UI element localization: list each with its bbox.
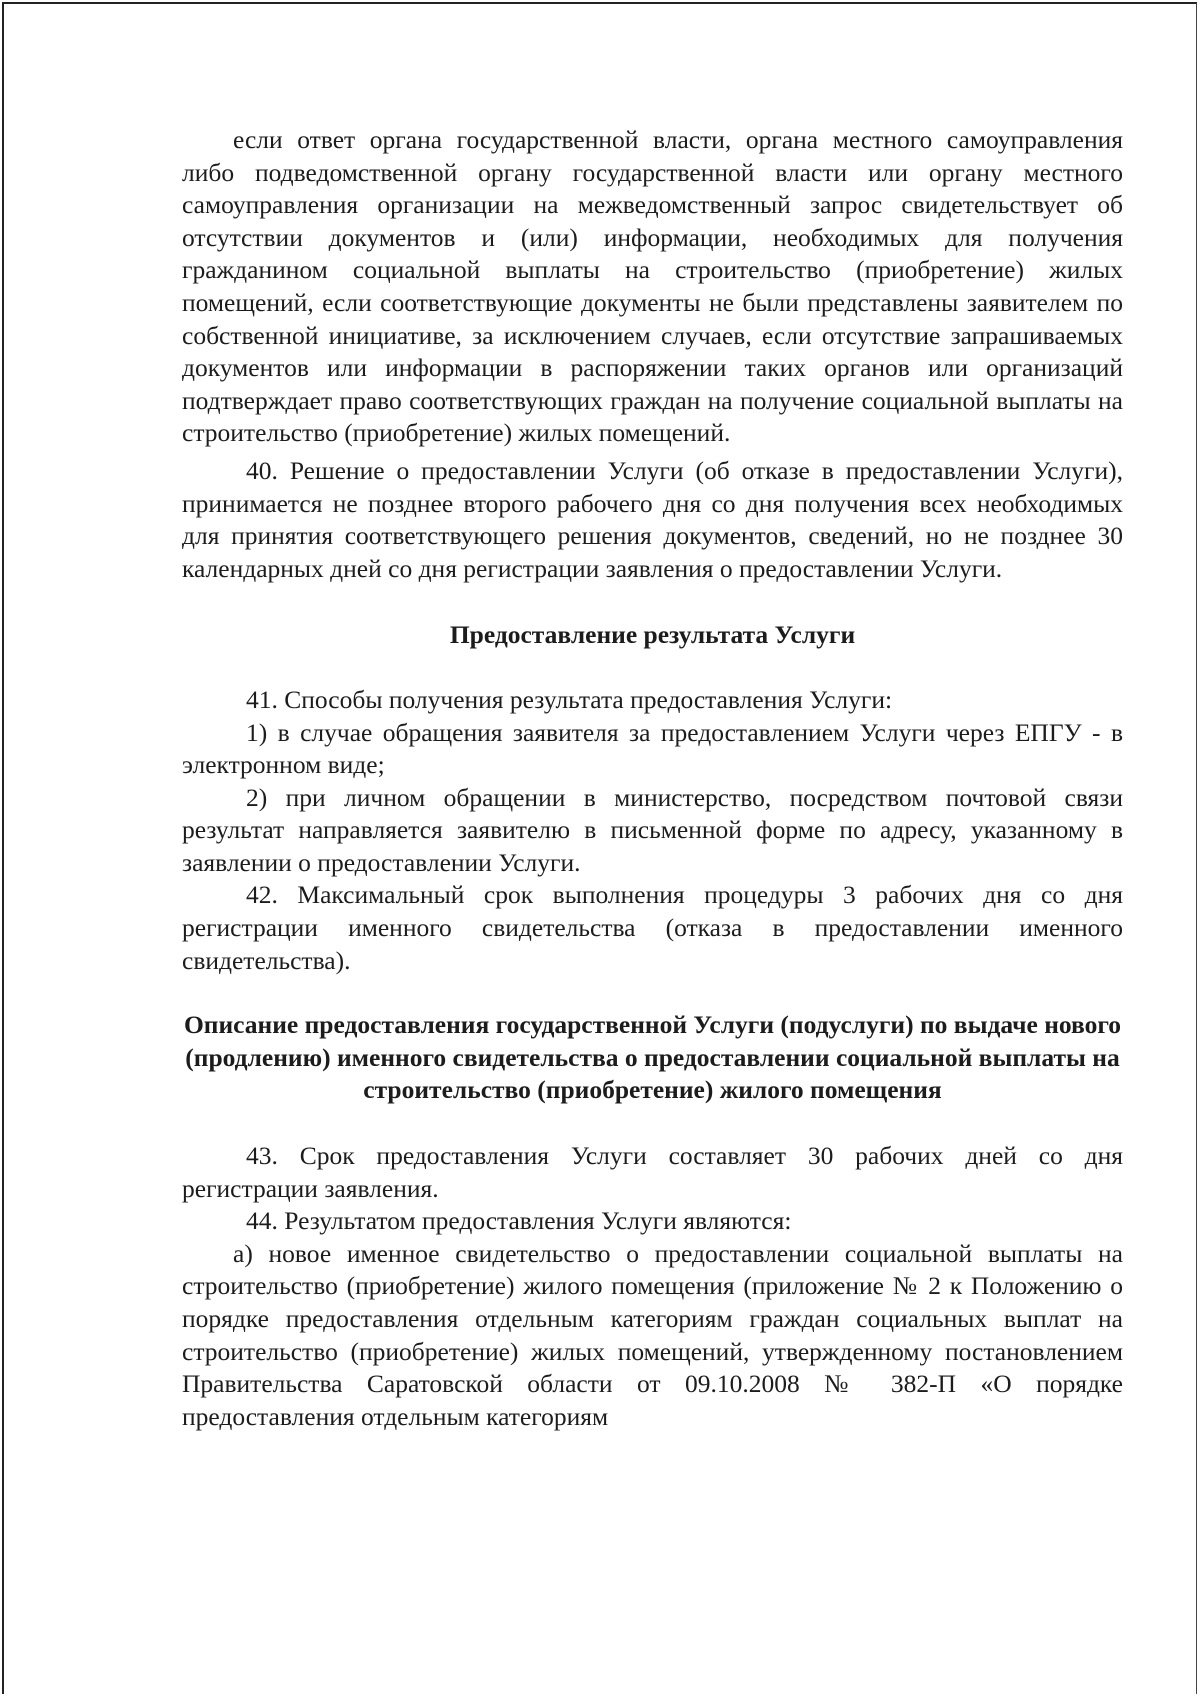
paragraph-40: 40. Решение о предоставлении Услуги (об отказе в предоставлении Услуги), принимается не позднее второго рабочего дня со дня получения всех необходимых для принятия соответствующего решения документов, сведений, но не позднее 30 календарных дней со дня регистрации заявления о предоставлении Услуги.: [182, 455, 1123, 583]
paragraph-42: 42. Максимальный срок выполнения процедуры 3 рабочих дня со дня регистрации именного свидетельства (отказа в предоставлении именного свидетельства).: [182, 880, 1123, 975]
document-body: [182, 124, 1123, 1433]
paragraph-41-2: 2) при личном обращении в министерство, посредством почтовой связи результат направляется заявителю в письменной форме по адресу, указанному в заявлении о предоставлении Услуги.: [182, 782, 1123, 877]
paragraph-refusal-condition: если ответ органа государственной власти, органа местного самоуправления либо подведомственной органу государственной власти или органу местного самоуправления организации на межведомственный запрос свидетельствует об отсутствии документов и (или) информации, необходимых для получения гражданином социальной выплаты на строительство (приобретение) жилых помещений, если соответствующие документы не были представлены заявителем по собственной инициативе, за исключением случаев, если отсутствие запрашиваемых документов или информации в распоряжении таких органов или организаций подтверждает право соответствующих граждан на получение социальной выплаты на строительство (приобретение) жилых помещений.: [182, 125, 1123, 448]
paragraph-41-1: 1) в случае обращения заявителя за предоставлением Услуги через ЕПГУ - в электронном виде;: [182, 717, 1123, 780]
paragraph-43: 43. Срок предоставления Услуги составляет 30 рабочих дней со дня регистрации заявления.: [182, 1141, 1123, 1203]
paragraph-44: 44. Результатом предоставления Услуги являются:: [246, 1206, 792, 1236]
heading-result-provision: Предоставление результата Услуги: [449, 620, 856, 650]
paragraph-41: 41. Способы получения результата предоставления Услуги:: [246, 684, 893, 714]
heading-service-description: Описание предоставления государственной Услуги (подуслуги) по выдаче нового (продлению) именного свидетельства о предоставлении социальной выплаты на строительство (приобретение) жилого помещения: [183, 1010, 1122, 1105]
paragraph-44-a: а) новое именное свидетельство о предоставлении социальной выплаты на строительство (приобретение) жилого помещения (приложение № 2 к Положению о порядке предоставления отдельным категориям граждан социальных выплат на строительство (приобретение) жилых помещений, утвержденному постановлением Правительства Саратовской области от 09.10.2008 № 382-П «О порядке предоставления отдельным категориям: [182, 1238, 1123, 1431]
